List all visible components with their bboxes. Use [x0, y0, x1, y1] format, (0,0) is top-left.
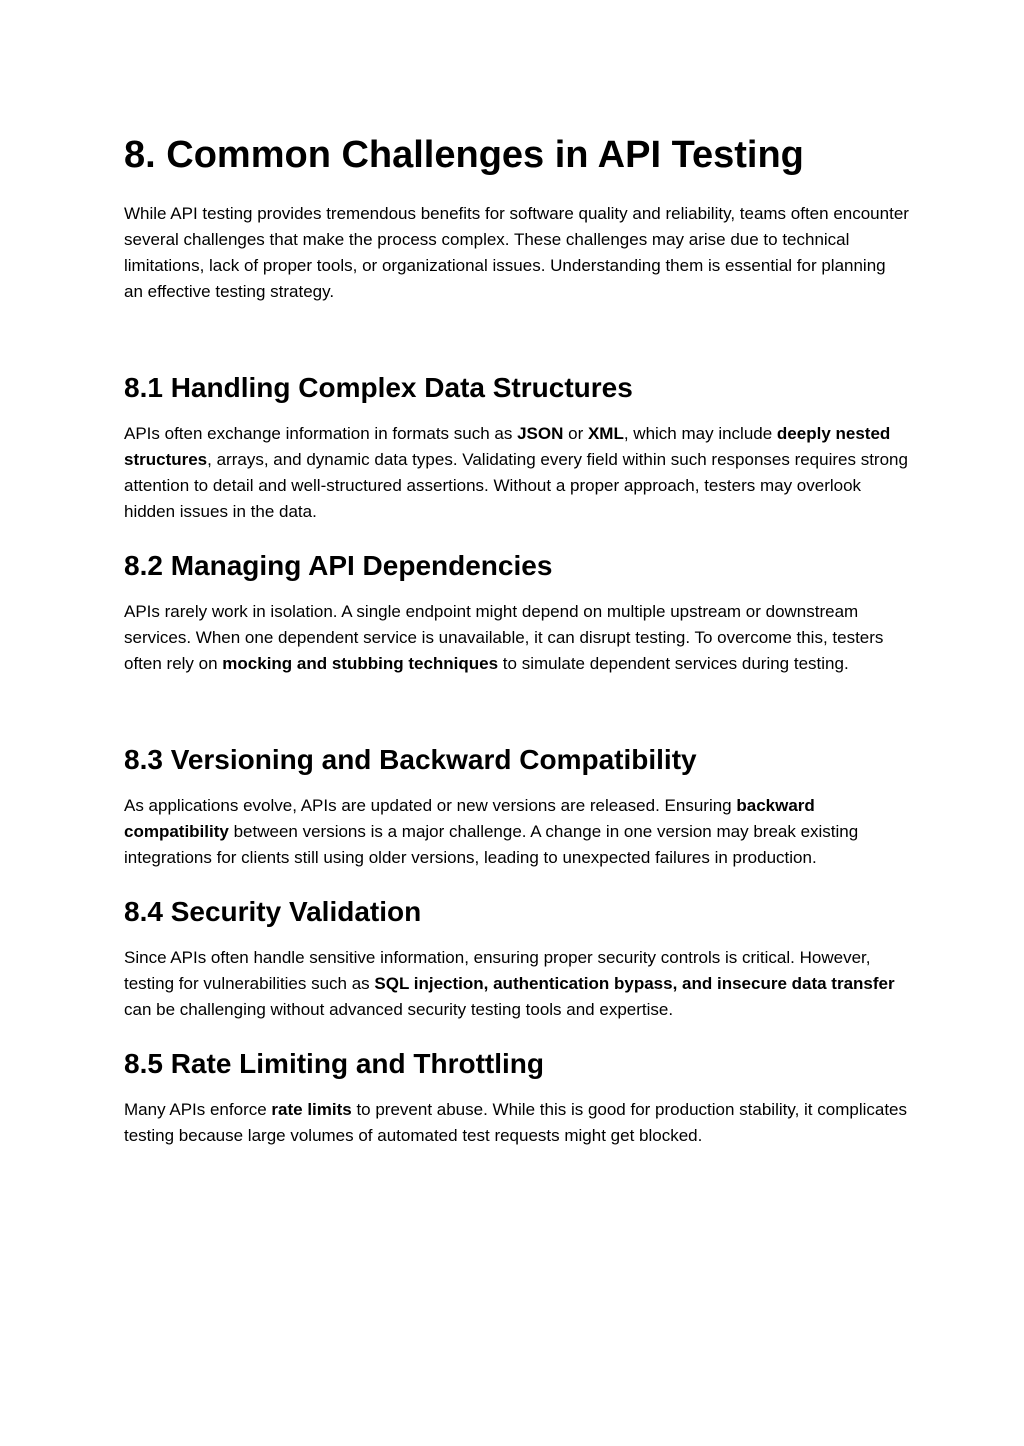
document-title: 8. Common Challenges in API Testing [124, 134, 804, 176]
text-run: Since APIs often handle sensitive information, ensuring proper security controls is critical. However, testing for vulnerabilities such as [124, 948, 871, 993]
section-paragraph-5 [124, 1097, 909, 1149]
text-run: to prevent abuse. While this is good for production stability, it complicates testing because large volumes of automated test requests might get blocked. [124, 1100, 908, 1145]
section-heading-2: 8.2 Managing API Dependencies [124, 550, 553, 581]
bold-text-run: JSON [517, 424, 564, 443]
text-run: While API testing provides tremendous benefits for software quality and reliability, teams often encounter several challenges that make the process complex. These challenges may arise due to technical limitations, lack of proper tools, or organizational issues. Understanding them is essential for planning an effective testing strategy. [124, 204, 909, 301]
text-run: can be challenging without advanced security testing tools and expertise. [124, 1000, 674, 1019]
bold-text-run: rate limits [271, 1100, 352, 1119]
blank-line-spacer [124, 321, 909, 347]
bold-text-run: deeply nested structures [124, 424, 891, 469]
text-run: or [563, 424, 588, 443]
section-paragraph-4 [124, 945, 909, 1023]
text-run: As applications evolve, APIs are updated or new versions are released. Ensuring [124, 796, 737, 815]
text-run: between versions is a major challenge. A change in one version may break existing integrations for clients still using older versions, leading to unexpected failures in production. [124, 822, 859, 867]
section-paragraph-1 [124, 421, 909, 525]
text-run: APIs rarely work in isolation. A single endpoint might depend on multiple upstream or downstream services. When one dependent service is unavailable, it can disrupt testing. To overcome this, testers often rely on [124, 602, 884, 673]
bold-text-run: XML [587, 424, 624, 443]
text-run: , which may include [623, 424, 777, 443]
bold-text-run: backward compatibility [124, 796, 815, 841]
section-heading-4: 8.4 Security Validation [124, 896, 422, 927]
text-run: , arrays, and dynamic data types. Validating every field within such responses requires strong attention to detail and well-structured assertions. Without a proper approach, testers may overlook hidden issues in the data. [124, 450, 908, 521]
bold-text-run: mocking and stubbing techniques [222, 654, 499, 673]
sections-container [124, 321, 909, 1149]
section-heading-1: 8.1 Handling Complex Data Structures [124, 372, 633, 403]
section-heading-3: 8.3 Versioning and Backward Compatibility [124, 744, 697, 775]
intro-paragraph [124, 201, 909, 305]
text-run: APIs often exchange information in formats such as [124, 424, 518, 443]
text-run: to simulate dependent services during testing. [498, 654, 849, 673]
text-run: Many APIs enforce [124, 1100, 272, 1119]
blank-line-spacer [124, 693, 909, 719]
bold-text-run: SQL injection, authentication bypass, and insecure data transfer [374, 974, 895, 993]
section-heading-5: 8.5 Rate Limiting and Throttling [124, 1048, 544, 1079]
section-paragraph-2 [124, 599, 909, 677]
section-paragraph-3 [124, 793, 909, 871]
